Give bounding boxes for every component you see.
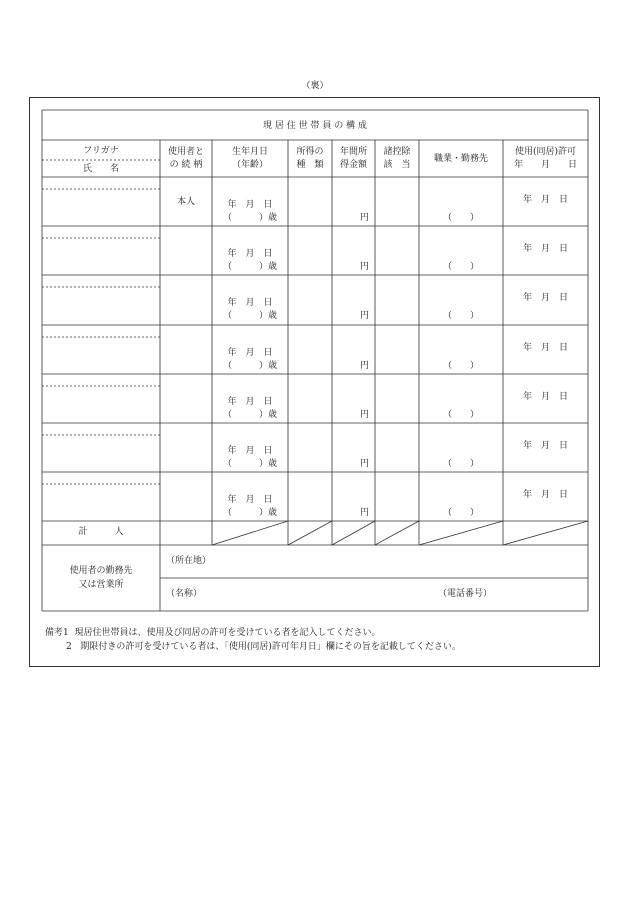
permit-date-value: 年 月 日 (522, 293, 568, 303)
note-2-text: 期限付きの許可を受けている者は、「使用(同居)許可年月日」欄にその旨を記載してください。 (80, 642, 461, 652)
header-occupation: 職業・勤務先 (433, 154, 488, 164)
note-1 (45, 629, 380, 638)
birth-date-value: 年 月 日 (227, 495, 273, 505)
birth-date-value: 年 月 日 (227, 446, 273, 456)
employer-label: 又は営業所 (78, 580, 124, 590)
age-value: （ ）歳 (222, 508, 277, 518)
age-value: （ ）歳 (222, 262, 277, 272)
location-label: （所在地） (166, 556, 212, 566)
income-unit: 円 (360, 459, 370, 469)
age-value: （ ）歳 (222, 213, 277, 223)
income-unit: 円 (360, 361, 370, 371)
birth-date-value: 年 月 日 (227, 249, 273, 259)
birth-date-value: 年 月 日 (227, 397, 273, 407)
permit-date-value: 年 月 日 (522, 195, 568, 205)
phone-label: （電話番号） (438, 589, 493, 599)
header-annual-income: 得金額 (339, 160, 367, 170)
workplace-value: （ ） (442, 508, 479, 518)
total-slash (288, 521, 332, 545)
header-birth-date: （年齢） (231, 160, 268, 170)
note-1-text: 現居住世帯員は、使用及び同居の許可を受けている者を記入してください。 (74, 628, 381, 638)
header-deduction: 諸控除 (383, 147, 411, 157)
header-income-type: 所得の (296, 147, 324, 157)
header-relation: 使用者と (167, 147, 204, 157)
total-slash (375, 521, 419, 545)
total-slash (503, 521, 588, 545)
permit-date-value: 年 月 日 (522, 392, 568, 402)
income-unit: 円 (360, 508, 370, 518)
permit-date-value: 年 月 日 (522, 441, 568, 451)
header-annual-income: 年間所 (339, 147, 367, 157)
permit-date-value: 年 月 日 (522, 343, 568, 353)
workplace-value: （ ） (442, 262, 479, 272)
employer-label: 使用者の勤務先 (69, 566, 133, 576)
income-unit: 円 (360, 410, 370, 420)
total-slash (212, 521, 288, 545)
total-slash (332, 521, 375, 545)
note-1-number: 備考1 (45, 628, 69, 638)
workplace-value: （ ） (442, 361, 479, 371)
income-unit: 円 (360, 213, 370, 223)
birth-date-value: 年 月 日 (227, 298, 273, 308)
header-name: 氏 名 (82, 164, 119, 174)
permit-date-value: 年 月 日 (522, 244, 568, 254)
age-value: （ ）歳 (222, 361, 277, 371)
form-title: 現 居 住 世 帯 員 の 構 成 (263, 121, 367, 131)
birth-date-value: 年 月 日 (227, 348, 273, 358)
income-unit: 円 (360, 311, 370, 321)
workplace-value: （ ） (442, 410, 479, 420)
company-name-label: （名称） (166, 589, 203, 599)
page-label: （裏） (301, 81, 329, 91)
header-permit-date: 年 月 日 (513, 160, 577, 170)
age-value: （ ）歳 (222, 311, 277, 321)
income-unit: 円 (360, 262, 370, 272)
header-income-type: 種 類 (296, 160, 324, 170)
total-slash (419, 521, 503, 545)
header-permit-date: 使用(同居)許可 (514, 147, 577, 157)
note-2-number: 2 (66, 642, 72, 652)
permit-date-value: 年 月 日 (522, 490, 568, 500)
relation-value: 本人 (176, 197, 195, 207)
workplace-value: （ ） (442, 213, 479, 223)
header-birth-date: 生年月日 (231, 147, 268, 157)
total-label: 計 人 (78, 527, 124, 537)
birth-date-value: 年 月 日 (227, 200, 273, 210)
age-value: （ ）歳 (222, 410, 277, 420)
header-furigana: フリガナ (83, 146, 119, 156)
workplace-value: （ ） (442, 311, 479, 321)
header-relation: の 続 柄 (169, 160, 203, 170)
workplace-value: （ ） (442, 459, 479, 469)
age-value: （ ）歳 (222, 459, 277, 469)
header-deduction: 該 当 (383, 160, 411, 170)
note-2 (66, 643, 461, 652)
